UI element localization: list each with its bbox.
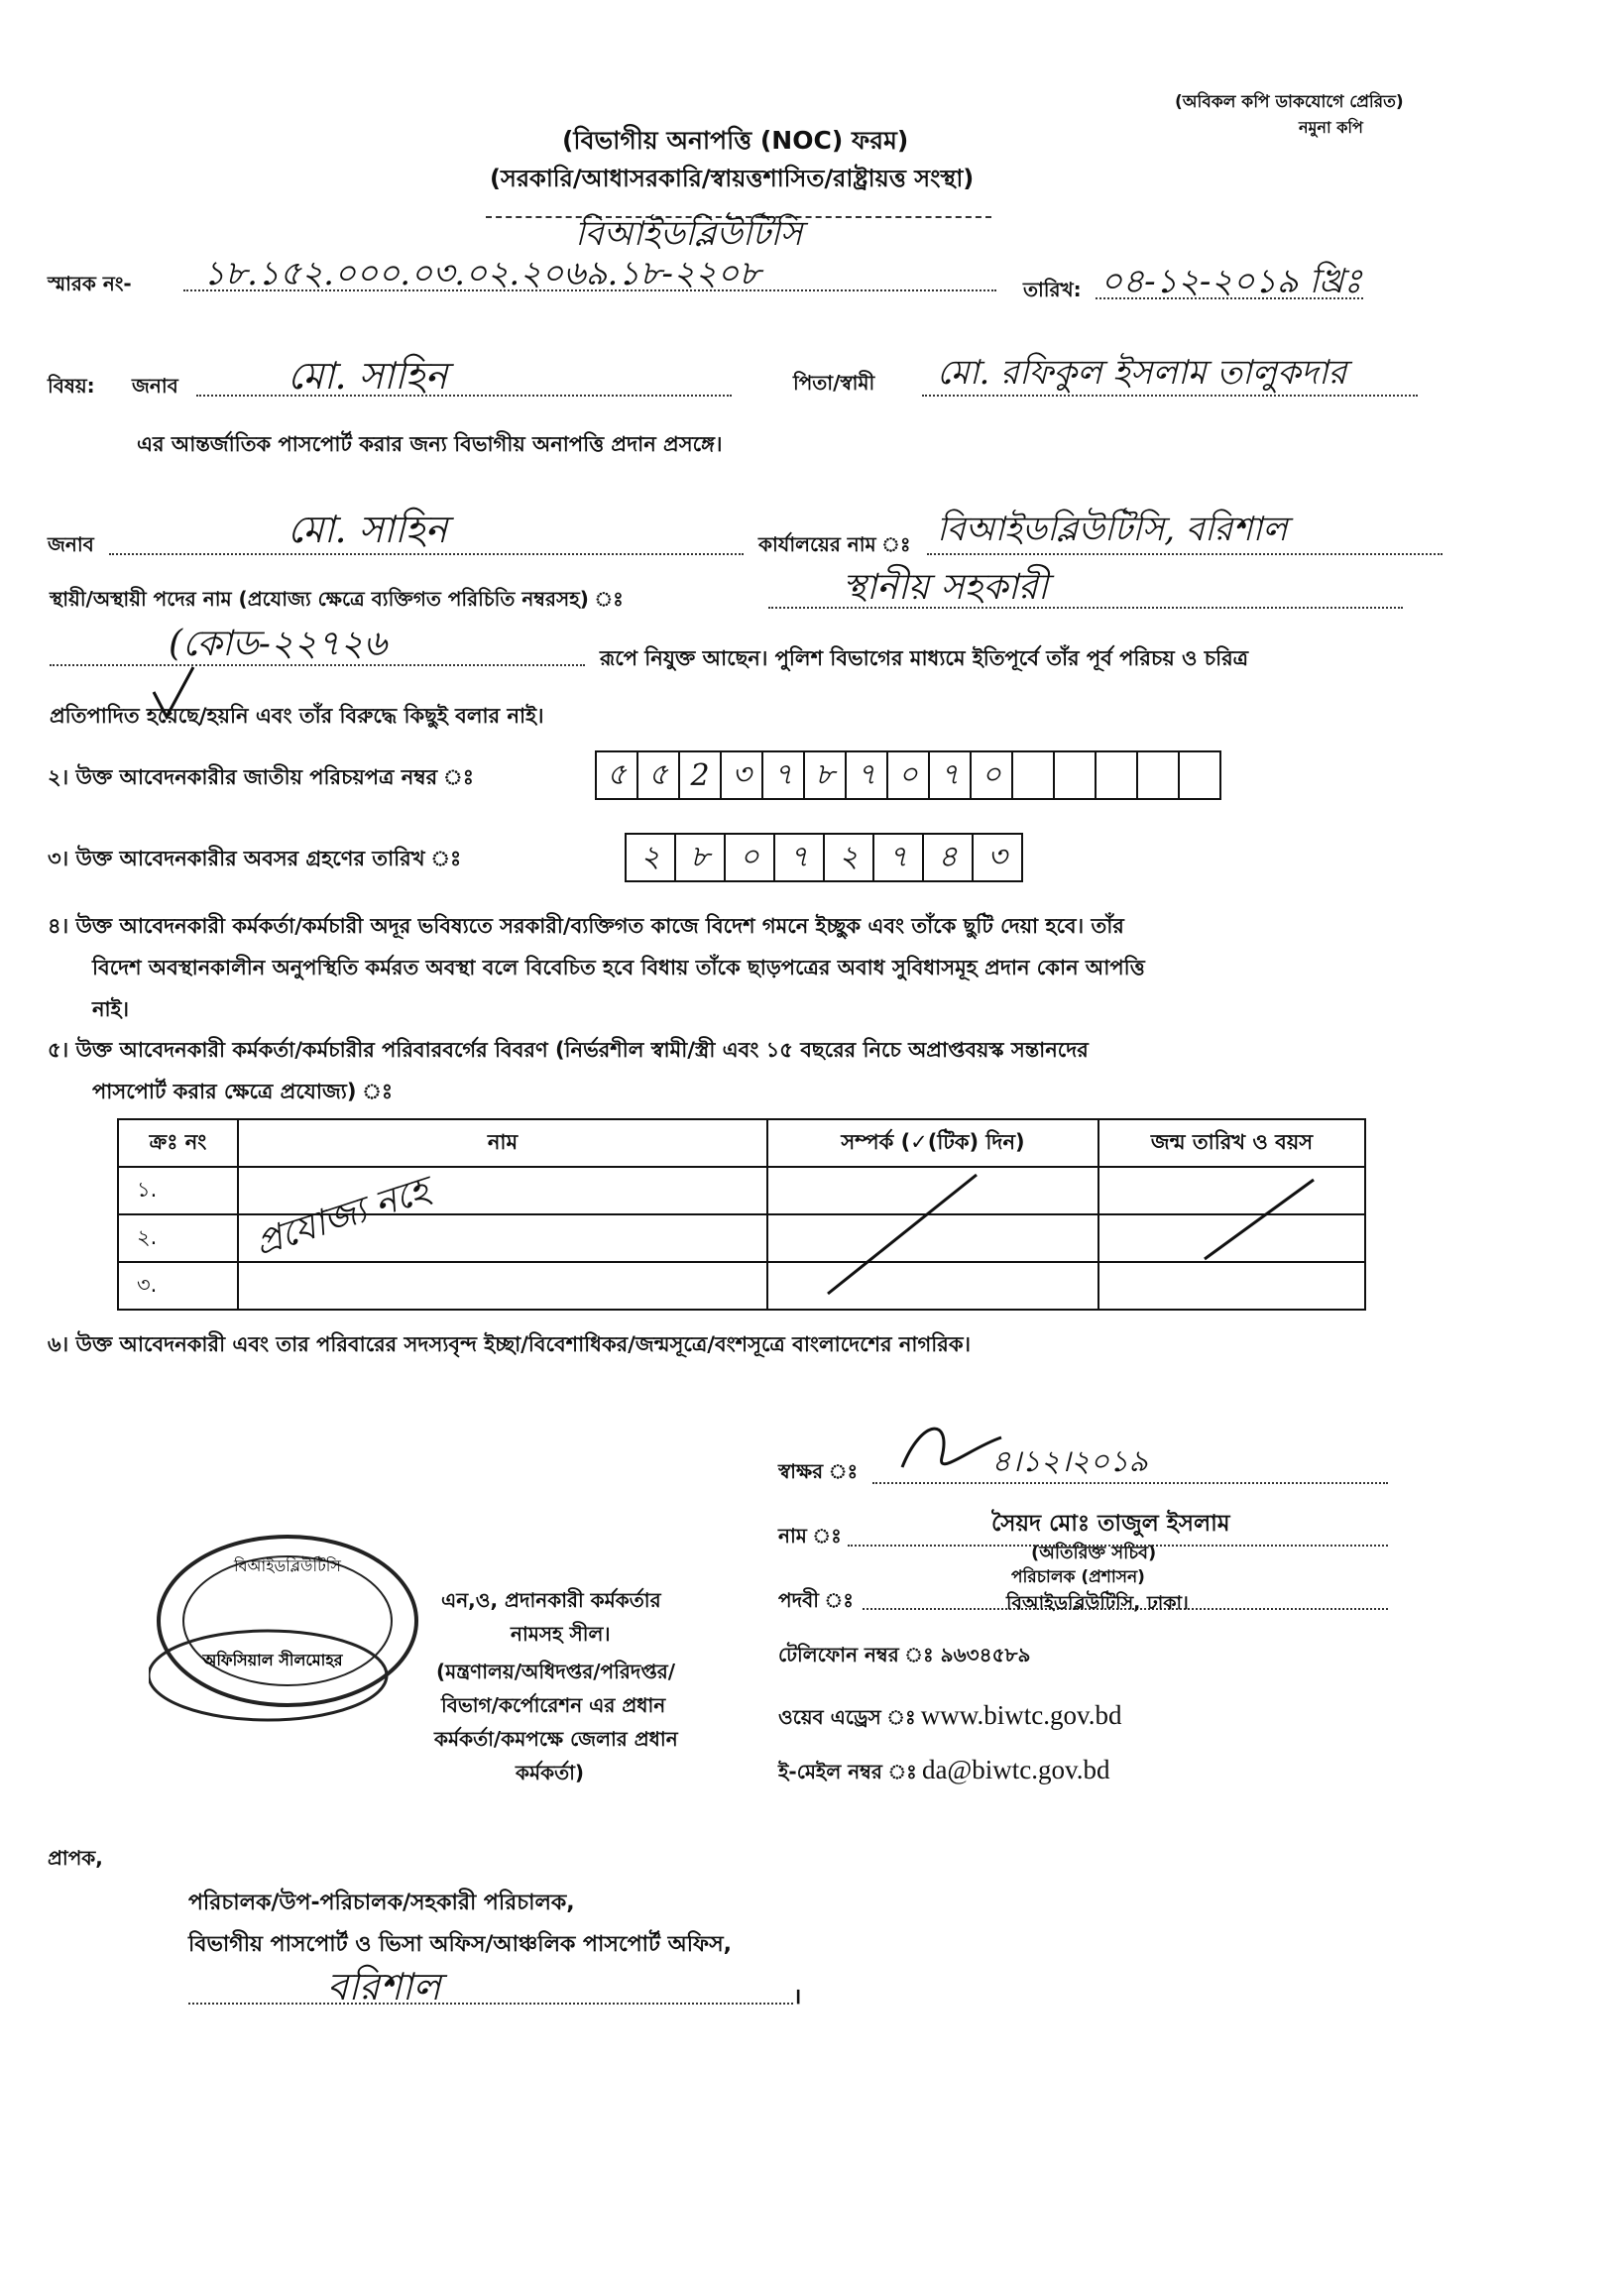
phone-value: ৯৬৩৪৫৮৯ [940,1643,1031,1666]
retire-digit: ২ [627,835,676,880]
col-relation: সম্পর্ক (✓(টিক) দিন) [767,1119,1098,1167]
noc-line5: কর্মকর্তা/কমপক্ষে জেলার প্রধান [434,1727,678,1751]
signature-mark-icon [892,1408,1011,1487]
nid-digit: ৩ [722,752,763,798]
subject-name-line [196,395,732,397]
row-serial: ৩. [118,1262,238,1310]
post-label: স্থায়ী/অস্থায়ী পদের নাম (প্রযোজ্য ক্ষেত্রে ব্যক্তিগত পরিচিতি নম্বরসহ) ঃ [50,587,624,611]
retire-digit: ৪ [924,835,974,880]
col-name: নাম [238,1119,767,1167]
nid-digit [1013,752,1055,798]
recipient-end: । [793,1985,802,2009]
nid-boxes [595,750,1221,800]
nid-digit: ৭ [763,752,805,798]
row-serial: ১. [118,1167,238,1214]
sign-date: ৪।১২।২০১৯ [991,1444,1148,1479]
org-name-handwritten: বিআইডব্লিউটিসি [575,214,803,254]
name-label: নাম ঃ [778,1524,842,1548]
father-label: পিতা/স্বামী [793,371,875,395]
email-value[interactable]: da@biwtc.gov.bd [921,1755,1110,1784]
sign-label: স্বাক্ষর ঃ [778,1459,859,1483]
not-applicable-handwritten: প্রযোজ্য নহে [250,1170,434,1265]
memo-number: ১৮.১৫২.০০০.০৩.০২.২০৬৯.১৮-২২০৮ [203,254,761,293]
sample-copy-note: নমুনা কপি [1299,118,1363,137]
email-label: ই-মেইল নম্বর ঃ [778,1760,917,1783]
table-header-row [118,1119,1365,1167]
web-value[interactable]: www.biwtc.gov.bd [920,1700,1122,1730]
designation-line2: বিআইডব্লিউটিসি, ঢাকা। [1006,1592,1189,1614]
seal-text-bottom: অফিসিয়াল সীলমোহর [202,1651,343,1669]
office-value: বিআইডব্লিউটিসি, বরিশাল [937,510,1288,549]
recipient-label: প্রাপক, [48,1846,103,1870]
noc-line1: এন,ও, প্রদানকারী কর্মকর্তার [441,1588,661,1612]
retire-digit: ৮ [676,835,726,880]
dob-strike-icon [1200,1175,1319,1264]
office-label: কার্যালয়ের নাম ঃ [758,532,911,556]
item5-line1: ৫। উক্ত আবেদনকারী কর্মকর্তা/কর্মচারীর পরিবারবর্গের বিবরণ (নির্ভরশীল স্বামী/স্ত্রী এবং ১৫ বছরের নিচে অপ্রাপ্তবয়স্ক সন্তানদের [48,1038,1089,1062]
retire-digit: ২ [825,835,874,880]
body-mr-label: জনাব [48,532,94,556]
table-row [118,1262,1365,1310]
item4-line3: নাই। [92,997,130,1021]
body-line-text: রূপে নিযুক্ত আছেন। পুলিশ বিভাগের মাধ্যমে ইতিপূর্বে তাঁর পূর্ব পরিচয় ও চরিত্র [600,646,1249,670]
item2-label: ২। উক্ত আবেদনকারীর জাতীয় পরিচয়পত্র নম্বর ঃ [48,765,474,789]
memo-label: স্মারক নং- [48,272,132,295]
nid-digit [1180,752,1219,798]
nid-digit [1138,752,1180,798]
noc-line4: বিভাগ/কর্পোরেশন এর প্রধান [441,1693,666,1717]
retire-digit: ৩ [987,839,1007,874]
nid-digit: ৭ [930,752,972,798]
item6-text: ৬। উক্ত আবেদনকারী এবং তার পরিবারের সদস্যবৃন্দ ইচ্ছা/বিবেশাধিকর/জন্মসূত্রে/বংশসূত্রে বাংলাদেশের নাগরিক। [48,1332,972,1356]
item4-line1: ৪। উক্ত আবেদনকারী কর্মকর্তা/কর্মচারী অদূর ভবিষ্যতে সরকারী/ব্যক্তিগত কাজে বিদেশ গমনে ইচ্ছুক এবং তাঁকে ছুটি দেয়া হবে। তাঁর [48,914,1124,938]
noc-line2: নামসহ সীল। [511,1622,611,1646]
copy-note: (অবিকল কপি ডাকযোগে প্রেরিত) [1175,92,1404,112]
designation-line1: পরিচালক (প্রশাসন) [1011,1567,1145,1587]
retire-boxes [625,833,1023,882]
nid-digit: ০ [888,752,930,798]
code-value: (কোড-২২৭২৬ [169,624,387,664]
retire-digit: ০ [726,835,775,880]
row-serial: ২. [118,1214,238,1262]
form-subtitle: (সরকারি/আধাসরকারি/স্বায়ত্তশাসিত/রাষ্ট্রায়ত্ত সংস্থা) [490,165,975,192]
nid-digit: ৫ [638,752,680,798]
phone-label: টেলিফোন নম্বর ঃ ৯৬৩৪৫৮৯ [778,1643,1031,1666]
nid-digit [1055,752,1097,798]
item4-line2: বিদেশ অবস্থানকালীন অনুপস্থিতি কর্মরত অবস্থা বলে বিবেচিত হবে বিধায় তাঁকে ছাড়পত্রের অবাধ সুবিধাসমূহ প্রদান কোন আপত্তি [92,956,1145,979]
web-label: ওয়েব এড্রেস ঃ [778,1705,916,1729]
nid-digit: ০ [972,752,1013,798]
item5-line2: পাসপোর্ট করার ক্ষেত্রে প্রযোজ্য) ঃ [92,1080,394,1103]
subject-label: বিষয়: [48,374,95,398]
designation-label: পদবী ঃ [778,1588,854,1612]
recipient-city: বরিশাল [327,1965,441,2009]
recipient-line1: পরিচালক/উপ-পরিচালক/সহকারী পরিচালক, [188,1891,575,1915]
post-value: স্থানীয় সহকারী [843,567,1049,608]
recipient-line2: বিভাগীয় পাসপোর্ট ও ভিসা অফিস/আঞ্চলিক পাসপোর্ট অফিস, [188,1932,732,1957]
subject-name: মো. সাহিন [288,354,448,398]
col-dob: জন্ম তারিখ ও বয়স [1098,1119,1365,1167]
nid-digit [1097,752,1138,798]
retire-digit: ৭ [874,835,924,880]
web-row [778,1700,1122,1736]
subject-mr-label: জনাব [132,374,178,398]
official-seal-icon [149,1527,446,1725]
noc-line6: কর্মকর্তা) [516,1761,585,1784]
retire-digit: ৭ [775,835,825,880]
relation-strike-icon [823,1170,982,1299]
recipient-city-line [188,2003,793,2005]
email-row [778,1755,1110,1790]
nid-digit: 2 [680,752,722,798]
checkmark-icon [149,662,198,722]
officer-name: সৈয়দ মোঃ তাজুল ইসলাম [991,1511,1230,1537]
body-name: মো. সাহিন [288,508,448,551]
subject-line2: এর আন্তর্জাতিক পাসপোর্ট করার জন্য বিভাগীয় অনাপত্তি প্রদান প্রসঙ্গে। [137,432,723,456]
item3-label: ৩। উক্ত আবেদনকারীর অবসর গ্রহণের তারিখ ঃ [48,847,462,870]
nid-digit: ৮ [805,752,847,798]
body-line-text2: প্রতিপাদিত হয়েছে/হয়নি এবং তাঁর বিরুদ্ধে কিছুই বলার নাই। [50,704,544,728]
officer-sub: (অতিরিক্ত সচিব) [1031,1543,1157,1563]
noc-line3: (মন্ত্রণালয়/অধিদপ্তর/পরিদপ্তর/ [436,1660,676,1683]
col-serial: ক্রঃ নং [118,1119,238,1167]
nid-digit: ৭ [847,752,888,798]
seal-text-top: বিআইডব্লিউটিসি [234,1556,341,1575]
nid-digit: ৫ [597,752,638,798]
father-name: মো. রফিকুল ইসলাম তালুকদার [937,353,1347,393]
form-title: (বিভাগীয় অনাপত্তি (NOC) ফরম) [562,126,909,155]
date-label: তারিখ: [1023,278,1082,301]
date-value: ০৪-১২-২০১৯ খ্রিঃ [1100,262,1362,301]
